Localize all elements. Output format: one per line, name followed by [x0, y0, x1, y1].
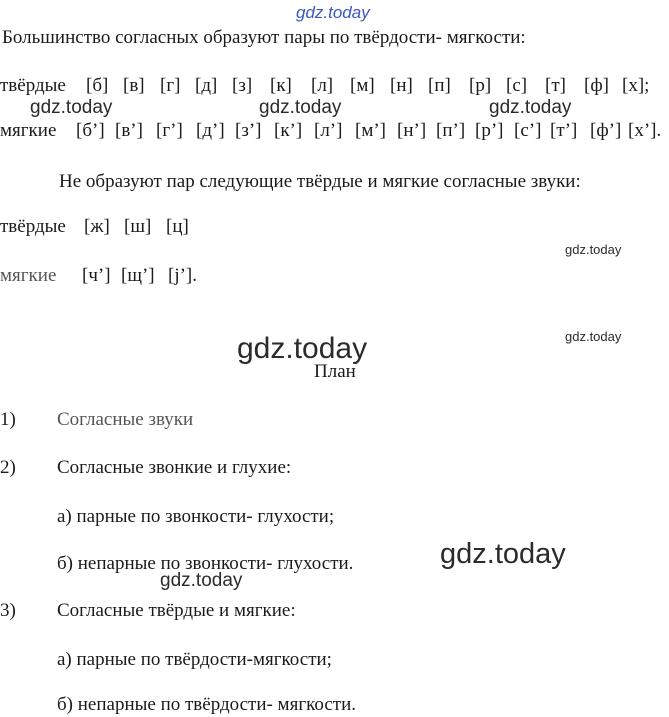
- plan-item-3a: а) парные по твёрдости-мягкости;: [57, 649, 332, 670]
- unpaired-soft-row: [0, 266, 669, 290]
- unpaired-soft-item: [щ’]: [121, 265, 155, 286]
- soft-item: [л’]: [314, 120, 343, 141]
- soft-item: [с’]: [514, 120, 542, 141]
- hard-item: [г]: [160, 75, 181, 96]
- soft-item: [з’]: [235, 120, 262, 141]
- soft-item: [м’]: [355, 120, 387, 141]
- hard-item: [б]: [86, 75, 109, 96]
- unpaired-hard-label: твёрдые: [0, 216, 66, 237]
- soft-item: [к’]: [274, 120, 303, 141]
- soft-item: [б’]: [76, 120, 105, 141]
- soft-item: [х’].: [628, 120, 662, 141]
- plan-item-1-text: Согласные звуки: [57, 409, 194, 430]
- soft-item: [н’]: [397, 120, 427, 141]
- hard-item: [д]: [195, 75, 218, 96]
- soft-item: [т’]: [550, 120, 578, 141]
- unpaired-hard-item: [ш]: [124, 216, 152, 237]
- hard-item: [х];: [622, 75, 650, 96]
- plan-item-3b: б) непарные по твёрдости- мягкости.: [57, 694, 357, 715]
- hard-item: [т]: [545, 75, 566, 96]
- watermark-right-2: gdz.today: [565, 329, 622, 344]
- unpaired-hard-row: [0, 217, 669, 241]
- soft-label: мягкие: [0, 120, 57, 141]
- plan-item-2b: б) непарные по звонкости- глухости.: [57, 553, 354, 574]
- watermark-row-a: gdz.today: [30, 97, 113, 118]
- intro-text: Большинство согласных образуют пары по твёрдости- мягкости:: [2, 27, 526, 48]
- hard-item: [п]: [428, 75, 451, 96]
- hard-item: [м]: [350, 75, 375, 96]
- hard-item: [ф]: [584, 75, 609, 96]
- plan-item-2-text: Согласные звонкие и глухие:: [57, 457, 292, 478]
- plan-item-2a: а) парные по звонкости- глухости;: [57, 506, 335, 527]
- unpaired-hard-item: [ц]: [166, 216, 189, 237]
- plan-item-1-num: 1): [0, 409, 16, 430]
- soft-item: [в’]: [115, 120, 143, 141]
- soft-item: [г’]: [156, 120, 183, 141]
- soft-item: [п’]: [436, 120, 466, 141]
- unpaired-soft-item: [j’].: [168, 265, 198, 286]
- plan-item-3-text: Согласные твёрдые и мягкие:: [57, 600, 296, 621]
- hard-item: [с]: [506, 75, 528, 96]
- watermark-right-1: gdz.today: [565, 242, 622, 257]
- unpaired-hard-item: [ж]: [84, 216, 110, 237]
- unpaired-intro: Не образуют пар следующие твёрдые и мягкие согласные звуки:: [59, 171, 581, 192]
- soft-item: [д’]: [196, 120, 225, 141]
- hard-item: [р]: [469, 75, 492, 96]
- soft-item: [ф’]: [590, 120, 622, 141]
- soft-consonants-row: [0, 121, 669, 145]
- watermark-top: gdz.today: [296, 3, 370, 22]
- hard-label: твёрдые: [0, 75, 66, 96]
- watermark-mid-large: gdz.today: [440, 538, 566, 570]
- hard-item: [з]: [232, 75, 253, 96]
- watermark-mid-small: gdz.today: [160, 570, 243, 591]
- watermark-center-large: gdz.today: [237, 332, 368, 365]
- hard-item: [н]: [390, 75, 413, 96]
- plan-title: План: [314, 361, 356, 382]
- plan-item-2-num: 2): [0, 457, 16, 478]
- hard-item: [в]: [123, 75, 145, 96]
- watermark-row-c: gdz.today: [489, 97, 572, 118]
- unpaired-soft-item: [ч’]: [82, 265, 111, 286]
- unpaired-soft-label: мягкие: [0, 265, 57, 286]
- soft-item: [р’]: [475, 120, 504, 141]
- plan-item-3-num: 3): [0, 600, 16, 621]
- hard-item: [л]: [311, 75, 334, 96]
- watermark-row-b: gdz.today: [259, 97, 342, 118]
- hard-item: [к]: [270, 75, 292, 96]
